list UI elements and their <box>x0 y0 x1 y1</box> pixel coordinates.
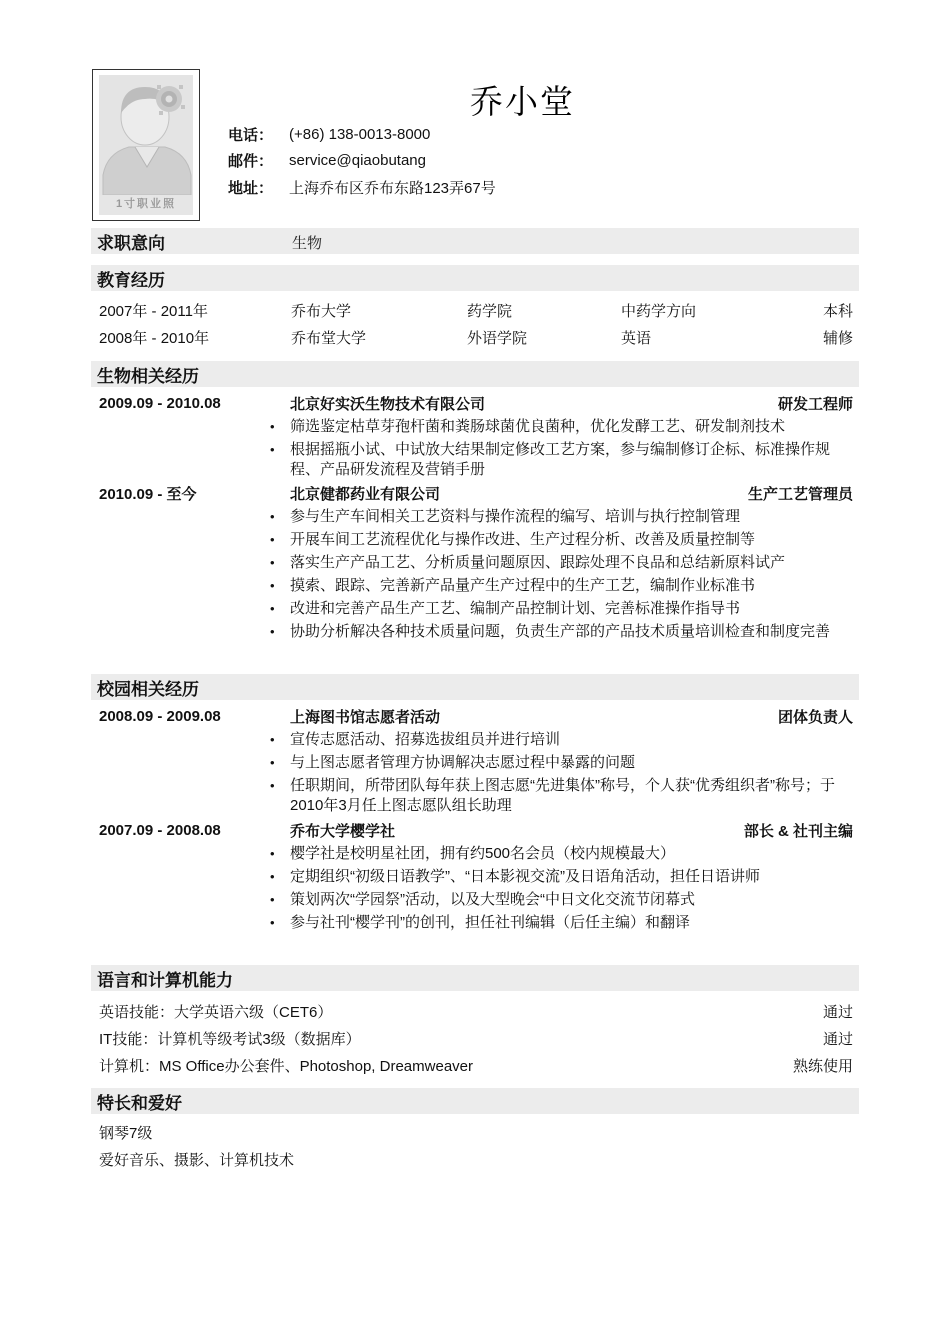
bullet-item: • 筛选鉴定枯草芽孢杆菌和粪肠球菌优良菌种，优化发酵工艺、研发制剂技术 <box>270 417 850 437</box>
section-header-objective <box>91 228 859 254</box>
edu-major: 英语 <box>621 329 652 347</box>
contact-address <box>228 174 496 201</box>
phone-value: (+86) 138-0013-8000 <box>289 125 431 143</box>
contact-label: 邮件： <box>228 153 274 171</box>
candidate-name: 乔小堂 <box>470 82 575 121</box>
section-header-campus-experience <box>91 674 859 700</box>
edu-period: 2008年 - 2010年 <box>99 329 210 347</box>
experience-org: 乔布大学樱学社 <box>290 822 396 840</box>
experience-period: 2007.09 - 2008.08 <box>99 821 221 839</box>
experience-org: 上海图书馆志愿者活动 <box>290 708 441 726</box>
education-row <box>99 325 853 349</box>
bullet-item: • 落实生产产品工艺、分析质量问题原因、跟踪处理不良品和总结新原料试产 <box>270 553 850 573</box>
experience-header <box>99 819 853 841</box>
skill-text: 计算机：MS Office办公套件、Photoshop, Dreamweaver <box>99 1057 473 1075</box>
edu-period: 2007年 - 2011年 <box>99 302 208 320</box>
experience-period: 2009.09 - 2010.08 <box>99 394 221 412</box>
experience-bullets <box>270 507 850 645</box>
profile-photo <box>92 69 200 221</box>
experience-org: 北京健都药业有限公司 <box>290 485 441 503</box>
experience-org: 北京好实沃生物技术有限公司 <box>290 395 486 413</box>
experience-role: 团体负责人 <box>777 708 853 726</box>
section-title: 求职意向 <box>97 233 165 253</box>
experience-bullets <box>270 417 850 483</box>
experience-header <box>99 705 853 727</box>
email-value: service@qiaobutang <box>289 152 426 170</box>
contact-label: 电话： <box>228 126 274 144</box>
bullet-item: • 宣传志愿活动、招募选拔组员并进行培训 <box>270 730 850 750</box>
bullet-item: • 开展车间工艺流程优化与操作改进、生产过程分析、改善及质量控制等 <box>270 530 850 550</box>
skill-level: 通过 <box>822 1030 853 1048</box>
section-title: 生物相关经历 <box>97 366 199 386</box>
section-title: 教育经历 <box>97 270 165 290</box>
section-title: 语言和计算机能力 <box>97 970 233 990</box>
contact-phone <box>228 121 496 148</box>
bullet-item: • 根据摇瓶小试、中试放大结果制定修改工艺方案，参与编制修订企标、标准操作规程、产品研发流程及营销手册 <box>270 440 850 480</box>
bullet-item: • 参与社刊“樱学刊”的创刊，担任社刊编辑（后任主编）和翻译 <box>270 913 850 933</box>
experience-role: 部长 & 社刊主编 <box>743 822 853 840</box>
experience-bullets <box>270 844 850 936</box>
section-header-skills <box>91 965 859 991</box>
bullet-item: • 协助分析解决各种技术质量问题，负责生产部的产品技术质量培训检查和制度完善 <box>270 622 850 642</box>
section-header-hobbies <box>91 1088 859 1114</box>
edu-school: 乔布大学 <box>291 302 352 320</box>
bullet-item: • 摸索、跟踪、完善新产品量产生产过程中的生产工艺，编制作业标准书 <box>270 576 850 596</box>
skill-row <box>99 998 853 1024</box>
education-row <box>99 298 853 322</box>
section-header-education <box>91 265 859 291</box>
hobby-item: 爱好音乐、摄影、计算机技术 <box>99 1151 295 1169</box>
section-title: 特长和爱好 <box>97 1093 182 1113</box>
skill-level: 熟练使用 <box>792 1057 853 1075</box>
experience-role: 研发工程师 <box>777 395 853 413</box>
bullet-item: • 任职期间，所带团队每年获上图志愿“先进集体”称号，个人获“优秀组织者”称号；于2010年3月任上图志愿队组长助理 <box>270 776 850 816</box>
experience-period: 2010.09 - 至今 <box>99 485 197 503</box>
bullet-item: • 定期组织“初级日语教学”、“日本影视交流”及日语角活动，担任日语讲师 <box>270 867 850 887</box>
experience-role: 生产工艺管理员 <box>747 485 853 503</box>
bullet-item: • 与上图志愿者管理方协调解决志愿过程中暴露的问题 <box>270 753 850 773</box>
bullet-item: • 樱学社是校明星社团，拥有约500名会员（校内规模最大） <box>270 844 850 864</box>
edu-degree: 辅修 <box>822 329 853 347</box>
edu-degree: 本科 <box>822 302 853 320</box>
address-value: 上海乔布区乔布东路123弄67号 <box>289 179 496 197</box>
experience-header <box>99 482 853 504</box>
contact-block <box>228 121 496 201</box>
experience-bullets <box>270 730 850 819</box>
contact-email <box>228 148 496 175</box>
section-header-bio-experience <box>91 361 859 387</box>
person-silhouette-icon <box>99 75 193 195</box>
skill-text: 英语技能：大学英语六级（CET6） <box>99 1003 333 1021</box>
photo-caption: 1寸职业照 <box>115 198 177 210</box>
skill-text: IT技能：计算机等级考试3级（数据库） <box>99 1030 361 1048</box>
objective-value: 生物 <box>292 235 323 252</box>
skill-row <box>99 1052 853 1078</box>
edu-college: 药学院 <box>467 302 513 320</box>
edu-college: 外语学院 <box>467 329 528 347</box>
section-title: 校园相关经历 <box>97 679 199 699</box>
bullet-item: • 参与生产车间相关工艺资料与操作流程的编写、培训与执行控制管理 <box>270 507 850 527</box>
hobby-item: 钢琴7级 <box>99 1124 153 1142</box>
edu-major: 中药学方向 <box>621 302 697 320</box>
edu-school: 乔布堂大学 <box>291 329 367 347</box>
bullet-item: • 策划两次“学园祭”活动，以及大型晚会“中日文化交流节闭幕式 <box>270 890 850 910</box>
experience-header <box>99 392 853 414</box>
skill-row <box>99 1025 853 1051</box>
skill-level: 通过 <box>822 1003 853 1021</box>
experience-period: 2008.09 - 2009.08 <box>99 707 221 725</box>
bullet-item: • 改进和完善产品生产工艺、编制产品控制计划、完善标准操作指导书 <box>270 599 850 619</box>
contact-label: 地址： <box>228 179 274 197</box>
